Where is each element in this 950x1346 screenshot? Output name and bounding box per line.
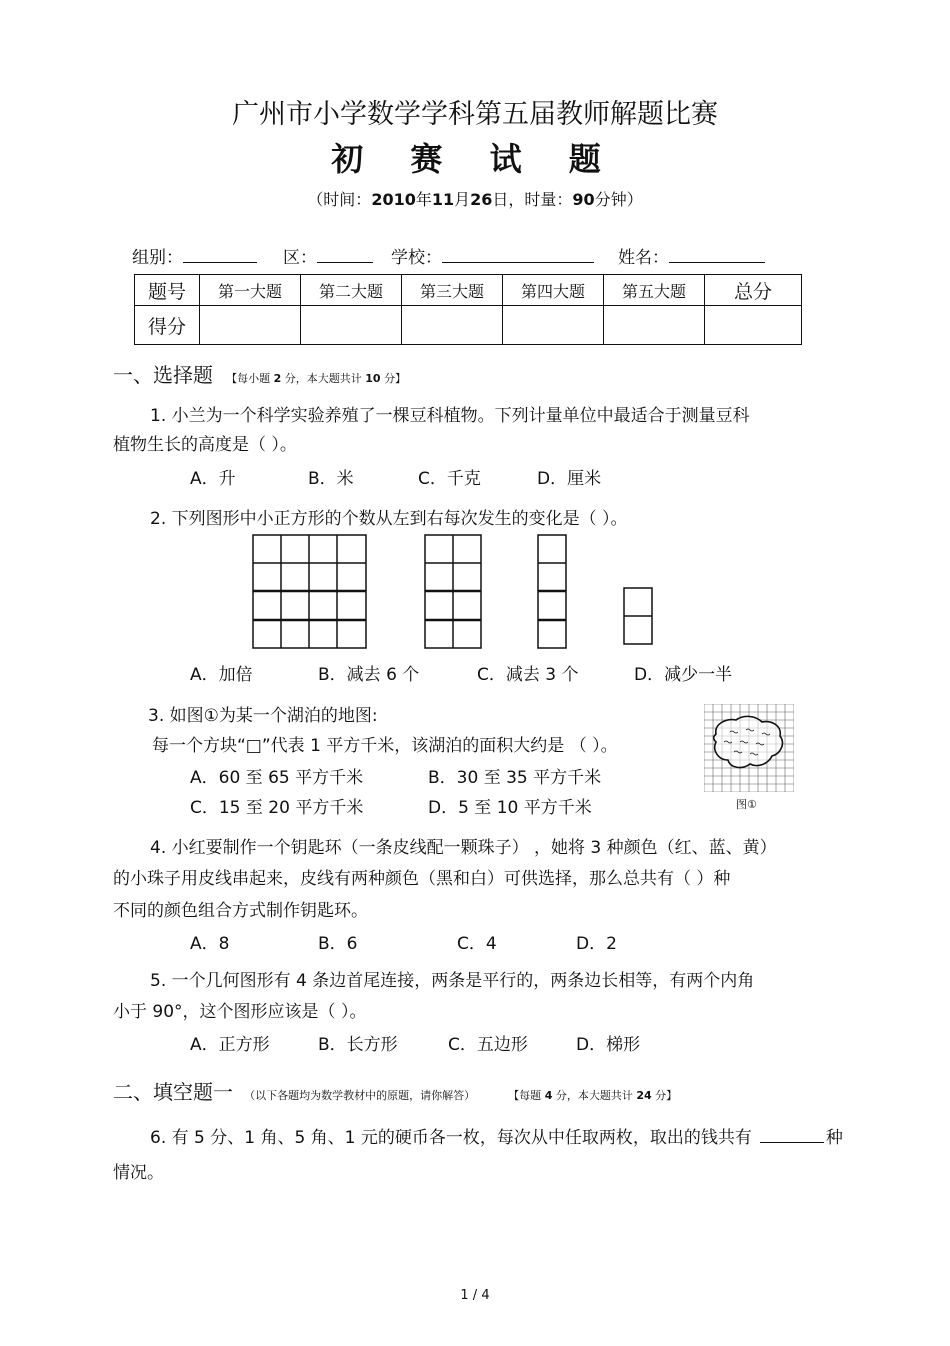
district-label: 区： [283,248,317,268]
q3-text: 3. 如图①为某一个湖泊的地图: [148,706,378,726]
section1-heading: 一、选择题 【每小题 2 分，本大题共计 10 分】 [113,363,407,387]
q1-option[interactable]: A．升 [190,469,236,489]
q2-option[interactable]: D．减少一半 [634,665,733,685]
score-header-cell: 第五大题 [604,275,705,306]
name-label: 姓名： [618,248,669,268]
q2-text: 2. 下列图形中小正方形的个数从左到右每次发生的变化是（ ）。 [150,509,628,529]
q4-text: 不同的颜色组合方式制作钥匙环。 [113,901,368,921]
q4-option[interactable]: D．2 [576,934,617,954]
q5-option[interactable]: A．正方形 [190,1035,270,1055]
q5-option[interactable]: C．五边形 [448,1035,528,1055]
q6-text: 6. 有 5 分、1 角、5 角、1 元的硬币各一枚，每次从中任取两枚，取出的钱共有 种 [150,1128,843,1148]
q1-text: 1. 小兰为一个科学实验养殖了一棵豆科植物。下列计量单位中最适合于测量豆科 [150,406,750,426]
score-row-label: 得分 [135,306,200,345]
q1-option[interactable]: B．米 [308,469,354,489]
q3-option[interactable]: C．15 至 20 平方千米 [190,798,364,818]
q3-text: 每一个方块“□”代表 1 平方千米，该湖泊的面积大约是 （ ）。 [152,736,618,756]
q5-text: 小于 90°，这个图形应该是（ ）。 [113,1002,367,1022]
score-header-cell: 第一大题 [200,275,301,306]
q4-option[interactable]: C．4 [457,934,497,954]
figure-caption: 图① [736,798,757,811]
q4-text: 的小珠子用皮线串起来，皮线有两种颜色（黑和白）可供选择，那么总共有（ ）种 [113,869,731,889]
lake-map-figure [704,704,794,792]
school-label: 学校： [391,248,442,268]
section2-heading: 二、填空题一 （以下各题均为数学教材中的原题，请你解答） 【每题 4 分，本大题共计 24 分】 [113,1080,678,1104]
q2-option[interactable]: C．减去 3 个 [477,665,579,685]
score-header-cell: 第三大题 [402,275,503,306]
q1-text: 植物生长的高度是（ ）。 [113,435,297,455]
score-header-cell: 题号 [135,275,200,306]
q2-option[interactable]: B．减去 6 个 [318,665,420,685]
q5-text: 5. 一个几何图形有 4 条边首尾连接，两条是平行的，两条边长相等，有两个内角 [150,971,755,991]
time-info: （时间：2010年11月26日，时量：90分钟） [307,190,643,209]
q2-option[interactable]: A．加倍 [190,665,253,685]
score-header-cell: 第四大题 [503,275,604,306]
score-header-cell: 第二大题 [301,275,402,306]
q4-text: 4. 小红要制作一个钥匙环（一条皮线配一颗珠子） ，她将 3 种颜色（红、蓝、黄） [150,838,777,858]
q6-text: 情况。 [113,1163,164,1183]
q6-answer-blank[interactable] [760,1126,824,1143]
q3-option[interactable]: A．60 至 65 平方千米 [190,768,364,788]
page-number: 1 / 4 [460,1288,490,1303]
q4-option[interactable]: A．8 [190,934,230,954]
q3-option[interactable]: B．30 至 35 平方千米 [428,768,602,788]
q4-option[interactable]: B．6 [318,934,358,954]
q5-option[interactable]: D．梯形 [576,1035,641,1055]
exam-title: 广州市小学数学学科第五届教师解题比赛 [232,99,718,130]
exam-subtitle: 初 赛 试 题 [331,140,619,178]
group-label: 组别： [132,248,183,268]
q5-option[interactable]: B．长方形 [318,1035,398,1055]
q3-option[interactable]: D．5 至 10 平方千米 [428,798,592,818]
q1-option[interactable]: D．厘米 [537,469,602,489]
q1-option[interactable]: C．千克 [418,469,481,489]
score-header-cell: 总分 [705,275,802,306]
